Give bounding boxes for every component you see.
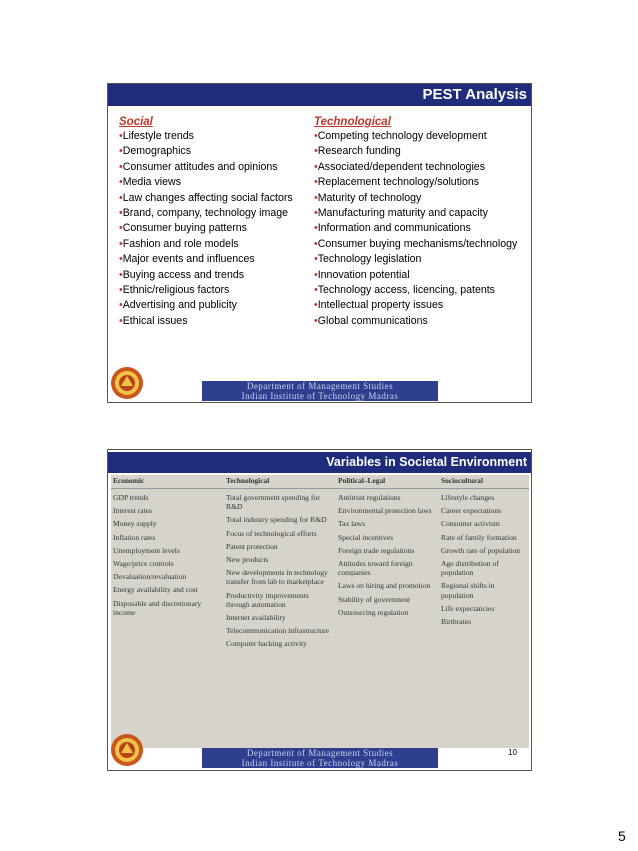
technological-item-text: Consumer buying mechanisms/technology xyxy=(317,237,518,250)
variables-table-image xyxy=(111,475,529,748)
header-economic: Economic xyxy=(113,476,145,485)
technological-item-text: Global communications xyxy=(317,314,428,327)
political-legal-cell: Environmental protection laws xyxy=(338,506,432,516)
economic-cell: Energy availability and cost xyxy=(113,585,198,595)
technological-item-text: Maturity of technology xyxy=(317,191,422,204)
technological-item xyxy=(314,298,517,313)
bullet-icon: • xyxy=(119,176,123,189)
technological-item xyxy=(314,175,517,190)
technological-cell: Productivity improvements through automation xyxy=(226,590,309,609)
technological-cell: New products xyxy=(226,555,269,565)
bullet-icon: • xyxy=(314,237,318,250)
technological-item-text: Competing technology development xyxy=(317,130,487,142)
sociocultural-cell: Age distribution of population xyxy=(441,559,499,578)
technological-cell: Total industry spending for R&D xyxy=(226,515,327,525)
technological-item xyxy=(314,160,517,175)
banner-line-1: Department of Management Studies xyxy=(246,381,394,391)
page-number: 5 xyxy=(618,828,626,844)
technological-item xyxy=(314,237,517,252)
technological-item-text: Technology access, licencing, patents xyxy=(317,283,495,296)
bullet-icon: • xyxy=(314,145,318,158)
social-item-text: Law changes affecting social factors xyxy=(122,191,293,204)
sociocultural-cell: Rate of family formation xyxy=(441,532,517,542)
header-technological: Technological xyxy=(226,476,270,485)
social-item xyxy=(119,314,293,329)
political-legal-cell: Attitudes toward foreign companies xyxy=(338,559,413,578)
social-item-text: Ethnic/religious factors xyxy=(122,283,230,296)
bullet-icon: • xyxy=(314,160,318,173)
bullet-icon: • xyxy=(119,253,123,266)
social-item xyxy=(119,252,293,267)
social-item-text: Fashion and role models xyxy=(122,237,239,250)
bullet-icon: • xyxy=(314,222,318,235)
bullet-icon: • xyxy=(314,253,318,266)
social-item xyxy=(119,129,293,144)
economic-cell: Inflation rates xyxy=(113,532,156,542)
bullet-icon: • xyxy=(119,237,123,250)
technological-cell: Focus of technological efforts xyxy=(226,528,317,538)
social-item xyxy=(119,268,293,283)
technological-item xyxy=(314,252,517,267)
bullet-icon: • xyxy=(119,283,123,296)
political-legal-cell: Stability of government xyxy=(338,594,411,604)
pest-analysis-slide xyxy=(107,83,532,403)
bullet-icon: • xyxy=(119,222,123,235)
technological-column xyxy=(314,115,517,329)
economic-cell: Wage/price controls xyxy=(113,559,174,569)
social-item xyxy=(119,191,293,206)
technological-cell: New developments in technology transfer from lab to marketplace xyxy=(226,568,328,587)
social-item xyxy=(119,175,293,190)
technological-cell: Computer hacking activity xyxy=(226,639,307,649)
bullet-icon: • xyxy=(314,206,318,219)
sociocultural-cell: Regional shifts in population xyxy=(441,581,495,600)
bullet-icon: • xyxy=(119,130,123,142)
technological-cell: Patent protection xyxy=(226,541,278,551)
sociocultural-cell: Life expectancies xyxy=(441,603,495,613)
technological-item-text: Technology legislation xyxy=(317,253,422,266)
sociocultural-cell: Growth rate of population xyxy=(441,545,521,555)
social-item-text: Major events and influences xyxy=(122,253,255,266)
technological-cell: Internet availability xyxy=(226,613,286,623)
sociocultural-cell: Birthrates xyxy=(441,617,471,627)
bullet-icon: • xyxy=(314,176,318,189)
banner-line-2: Indian Institute of Technology Madras xyxy=(241,391,399,401)
technological-item xyxy=(314,221,517,236)
technological-item-text: Associated/dependent technologies xyxy=(317,160,485,173)
social-item-text: Ethical issues xyxy=(122,314,188,327)
iit-madras-logo-icon xyxy=(110,366,144,400)
bullet-icon: • xyxy=(119,268,123,281)
technological-item-text: Manufacturing maturity and capacity xyxy=(317,206,488,219)
technological-item xyxy=(314,144,517,159)
bullet-icon: • xyxy=(119,299,123,312)
banner-line-1: Department of Management Studies xyxy=(246,748,394,758)
economic-cell: Devaluation/revaluation xyxy=(113,572,187,582)
social-item-text: Brand, company, technology image xyxy=(122,206,288,219)
bullet-icon: • xyxy=(119,160,123,173)
bullet-icon: • xyxy=(314,191,318,204)
bullet-icon: • xyxy=(314,283,318,296)
header-sociocultural: Sociocultural xyxy=(441,476,483,485)
technological-item xyxy=(314,129,517,144)
social-item xyxy=(119,160,293,175)
sociocultural-cell: Consumer activism xyxy=(441,519,500,529)
technological-item xyxy=(314,191,517,206)
department-banner xyxy=(202,381,438,401)
social-item-text: Consumer attitudes and opinions xyxy=(122,160,278,173)
social-item xyxy=(119,221,293,236)
political-legal-cell: Outsourcing regulation xyxy=(338,607,409,617)
sociocultural-cell: Career expectations xyxy=(441,506,502,516)
technological-item xyxy=(314,268,517,283)
slide-title: Variables in Societal Environment xyxy=(108,452,531,473)
economic-cell: Unemployment levels xyxy=(113,545,180,555)
bullet-icon: • xyxy=(119,206,123,219)
social-heading: Social xyxy=(119,116,153,128)
technological-cell: Total government spending for R&D xyxy=(226,493,320,512)
technological-item-text: Replacement technology/solutions xyxy=(317,176,480,189)
economic-cell: Interest rates xyxy=(113,506,153,516)
political-legal-cell: Special incentives xyxy=(338,532,394,542)
bullet-icon: • xyxy=(119,314,123,327)
header-political-legal: Political–Legal xyxy=(338,476,386,485)
slide-number: 10 xyxy=(508,748,517,757)
bullet-icon: • xyxy=(314,130,318,142)
technological-heading: Technological xyxy=(314,116,391,128)
technological-column xyxy=(226,493,331,653)
social-item xyxy=(119,206,293,221)
political-legal-cell: Antitrust regulations xyxy=(338,493,401,502)
table-header-row xyxy=(111,475,529,489)
social-item xyxy=(119,298,293,313)
economic-column xyxy=(113,493,221,621)
technological-cell: Telecommunication infrastructure xyxy=(226,626,329,636)
technological-item-text: Research funding xyxy=(317,145,401,158)
social-item xyxy=(119,283,293,298)
bullet-icon: • xyxy=(119,145,123,158)
social-item xyxy=(119,144,293,159)
social-item-text: Media views xyxy=(122,176,182,189)
bullet-icon: • xyxy=(119,191,123,204)
technological-item-text: Information and communications xyxy=(317,222,471,235)
social-item-text: Consumer buying patterns xyxy=(122,222,247,235)
economic-cell: Disposable and discretionary income xyxy=(113,598,202,617)
sociocultural-cell: Lifestyle changes xyxy=(441,493,495,502)
technological-item xyxy=(314,206,517,221)
economic-cell: GDP trends xyxy=(113,493,149,502)
bullet-icon: • xyxy=(314,314,318,327)
social-item-text: Demographics xyxy=(122,145,192,158)
bullet-icon: • xyxy=(314,299,318,312)
societal-environment-slide xyxy=(107,449,532,771)
political-legal-cell: Laws on hiring and promotion xyxy=(338,581,431,591)
social-item-text: Lifestyle trends xyxy=(122,130,194,142)
banner-line-2: Indian Institute of Technology Madras xyxy=(241,758,399,768)
slide-title: PEST Analysis xyxy=(108,84,531,106)
social-item-text: Buying access and trends xyxy=(122,268,245,281)
technological-item xyxy=(314,283,517,298)
technological-item-text: Intellectual property issues xyxy=(317,299,444,312)
department-banner xyxy=(202,748,438,768)
sociocultural-column xyxy=(441,493,527,630)
social-item-text: Advertising and publicity xyxy=(122,299,237,312)
social-item xyxy=(119,237,293,252)
social-column xyxy=(119,115,293,329)
political-legal-cell: Tax laws xyxy=(338,519,366,529)
technological-item-text: Innovation potential xyxy=(317,268,410,281)
technological-item xyxy=(314,314,517,329)
political-legal-cell: Foreign trade regulations xyxy=(338,545,415,555)
economic-cell: Money supply xyxy=(113,519,157,529)
bullet-icon: • xyxy=(314,268,318,281)
political-legal-column xyxy=(338,493,436,621)
iit-madras-logo-icon xyxy=(110,733,144,767)
